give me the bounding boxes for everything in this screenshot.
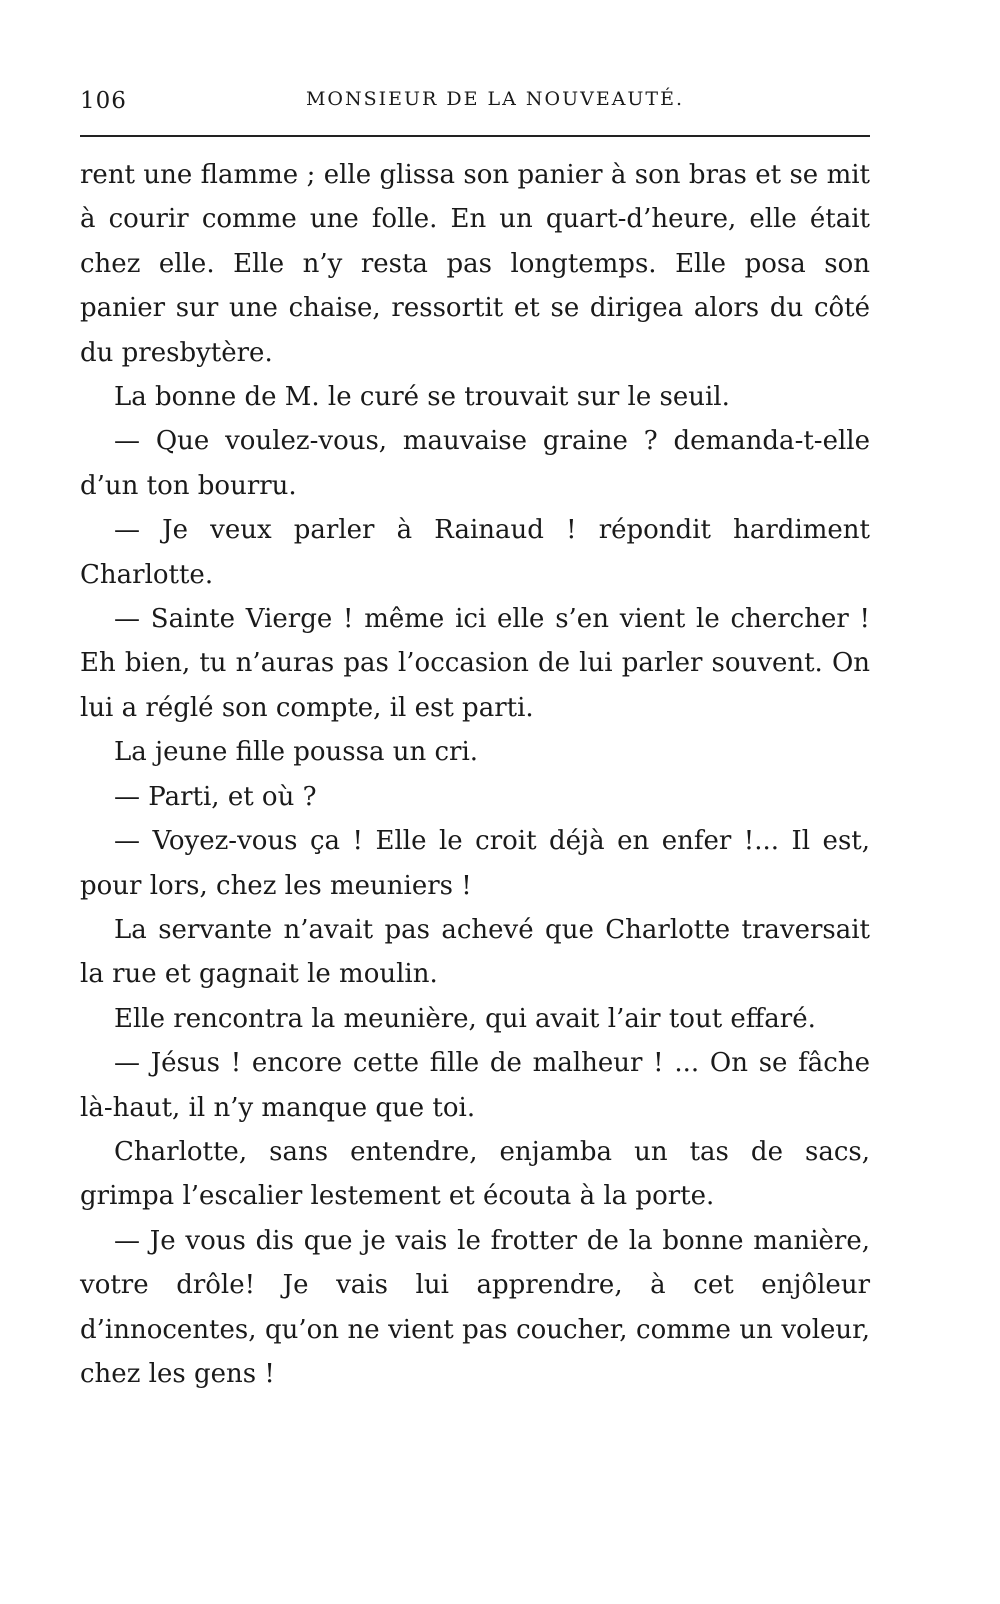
paragraph-4: — Je veux parler à Rainaud ! répondit hardiment Charlotte. — [80, 515, 870, 590]
paragraph-13: — Je vous dis que je vais le frotter de la bonne manière, votre drôle! Je vais lui apprendre, à cet enjôleur d’innocentes, qu’on ne vient pas coucher, comme un voleur, chez les gens ! — [80, 1225, 870, 1389]
paragraph-5: — Sainte Vierge ! même ici elle s’en vient le chercher ! Eh bien, tu n’auras pas l’occasion de lui parler souvent. On lui a réglé son compte, il est parti. — [80, 604, 870, 723]
paragraph-10: Elle rencontra la meunière, qui avait l’air tout effaré. — [114, 1003, 816, 1034]
paragraph-8: — Voyez-vous ça ! Elle le croit déjà en enfer !... Il est, pour lors, chez les meuniers ! — [80, 826, 870, 901]
paragraph-7: — Parti, et où ? — [114, 781, 317, 812]
paragraph-11: — Jésus ! encore cette fille de malheur ! ... On se fâche là-haut, il n’y manque que toi. — [80, 1048, 870, 1123]
running-title: MONSIEUR DE LA NOUVEAUTÉ. — [305, 88, 685, 110]
running-head — [80, 82, 870, 122]
page-number: 106 — [80, 88, 127, 114]
paragraph-12: Charlotte, sans entendre, enjamba un tas de sacs, grimpa l’escalier lestement et écouta à la porte. — [80, 1136, 870, 1212]
paragraph-9: La servante n’avait pas achevé que Charlotte traversait la rue et gagnait le moulin. — [80, 914, 870, 990]
paragraph-6: La jeune fille poussa un cri. — [114, 737, 479, 768]
body-text — [80, 153, 870, 1396]
header-rule — [80, 135, 870, 137]
paragraph-1: rent une flamme ; elle glissa son panier à son bras et se mit à courir comme une folle. En un quart-d’heure, elle était chez elle. Elle n’y resta pas longtemps. Elle posa son panier sur une chaise, ressortit et se dirigea alors du côté du presbytère. — [80, 160, 870, 368]
paragraph-3: — Que voulez-vous, mauvaise graine ? demanda-t-elle d’un ton bourru. — [80, 426, 870, 501]
paragraph-2: La bonne de M. le curé se trouvait sur le seuil. — [114, 382, 730, 413]
